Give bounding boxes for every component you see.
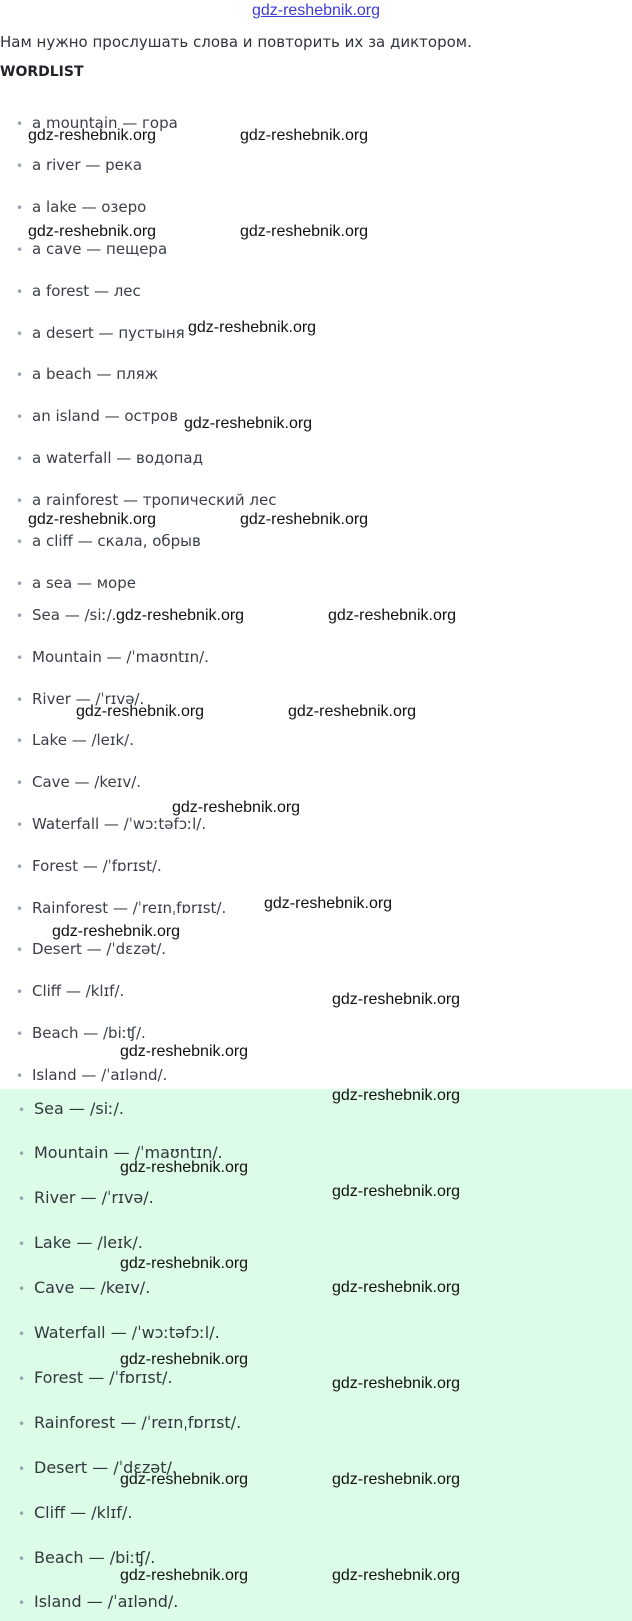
watermark: gdz-reshebnik.org (28, 511, 157, 528)
list-item: • Cliff — /klɪf/. (16, 981, 124, 1002)
list-item: • Lake — /leɪk/. (16, 730, 134, 751)
list-item: • a lake — озеро (16, 197, 146, 218)
watermark: gdz-reshebnik.org (332, 1279, 461, 1296)
watermark: gdz-reshebnik.org (264, 895, 393, 912)
watermark: gdz-reshebnik.org (240, 511, 369, 528)
list-item: • an island — остров (16, 406, 178, 427)
list-item: • a forest — лес (16, 281, 141, 302)
list-item: • Sea — /siː/. (16, 605, 116, 626)
watermark: gdz-reshebnik.org (332, 1567, 461, 1584)
list-item: • River — /ˈrɪvə/. (18, 1188, 154, 1209)
watermark: gdz-reshebnik.org (332, 991, 461, 1008)
list-item: • Desert — /ˈdɛzət/. (16, 939, 166, 960)
watermark: gdz-reshebnik.org (288, 703, 417, 720)
watermark: gdz-reshebnik.org (120, 1255, 249, 1272)
site-header-link[interactable]: gdz-reshebnik.org (251, 2, 381, 19)
watermark: gdz-reshebnik.org (28, 223, 157, 240)
wordlist-heading: WORDLIST (0, 64, 84, 80)
list-item: • Forest — /ˈfɒrɪst/. (18, 1368, 172, 1389)
list-item: • a sea — море (16, 573, 136, 594)
list-item: • Sea — /siː/. (18, 1099, 124, 1120)
list-item: • a mountain — гора (16, 113, 178, 134)
answer-box (0, 1089, 632, 1621)
list-item: • a cave — пещера (16, 239, 167, 260)
watermark: gdz-reshebnik.org (120, 1043, 249, 1060)
list-item: • Mountain — /ˈmaʊntɪn/. (18, 1143, 223, 1164)
list-item: • Island — /ˈaɪlənd/. (18, 1592, 178, 1613)
watermark: gdz-reshebnik.org (52, 923, 181, 940)
list-item: • Cave — /keɪv/. (18, 1278, 150, 1299)
list-item: • Rainforest — /ˈreɪnˌfɒrɪst/. (18, 1413, 241, 1434)
watermark: gdz-reshebnik.org (120, 1159, 249, 1176)
list-item: • Beach — /biːʧ/. (16, 1023, 146, 1044)
list-item: • a rainforest — тропический лес (16, 490, 276, 511)
watermark: gdz-reshebnik.org (332, 1087, 461, 1104)
list-item: • Mountain — /ˈmaʊntɪn/. (16, 647, 209, 668)
watermark: gdz-reshebnik.org (332, 1183, 461, 1200)
watermark: gdz-reshebnik.org (240, 127, 369, 144)
list-item: • Beach — /biːʧ/. (18, 1548, 155, 1569)
list-item: • Cliff — /klɪf/. (18, 1503, 132, 1524)
watermark: gdz-reshebnik.org (120, 1351, 249, 1368)
watermark: gdz-reshebnik.org (172, 799, 301, 816)
watermark: gdz-reshebnik.org (332, 1471, 461, 1488)
list-item: • Waterfall — /ˈwɔːtəfɔːl/. (16, 814, 206, 835)
list-item: • Forest — /ˈfɒrɪst/. (16, 856, 162, 877)
list-item: • a beach — пляж (16, 364, 158, 385)
list-item: • Cave — /keɪv/. (16, 772, 141, 793)
list-item: • Rainforest — /ˈreɪnˌfɒrɪst/. (16, 898, 226, 919)
list-item: • a desert — пустыня (16, 323, 185, 344)
list-item: • a waterfall — водопад (16, 448, 203, 469)
watermark: gdz-reshebnik.org (328, 607, 457, 624)
list-item: • Lake — /leɪk/. (18, 1233, 143, 1254)
intro-text: Нам нужно прослушать слова и повторить их за диктором. (0, 33, 472, 51)
watermark: gdz-reshebnik.org (184, 415, 313, 432)
list-item: • a cliff — скала, обрыв (16, 531, 201, 552)
watermark: gdz-reshebnik.org (240, 223, 369, 240)
watermark: gdz-reshebnik.org (120, 1471, 249, 1488)
watermark: gdz-reshebnik.org (188, 319, 317, 336)
watermark: gdz-reshebnik.org (116, 607, 245, 624)
list-item: • River — /ˈrɪvə/. (16, 689, 144, 710)
watermark: gdz-reshebnik.org (332, 1375, 461, 1392)
watermark: gdz-reshebnik.org (28, 127, 157, 144)
watermark: gdz-reshebnik.org (76, 703, 205, 720)
list-item: • Desert — /ˈdɛzət/. (18, 1458, 177, 1479)
list-item: • a river — река (16, 155, 142, 176)
list-item: • Island — /ˈaɪlənd/. (16, 1065, 167, 1086)
list-item: • Waterfall — /ˈwɔːtəfɔːl/. (18, 1323, 220, 1344)
watermark: gdz-reshebnik.org (120, 1567, 249, 1584)
